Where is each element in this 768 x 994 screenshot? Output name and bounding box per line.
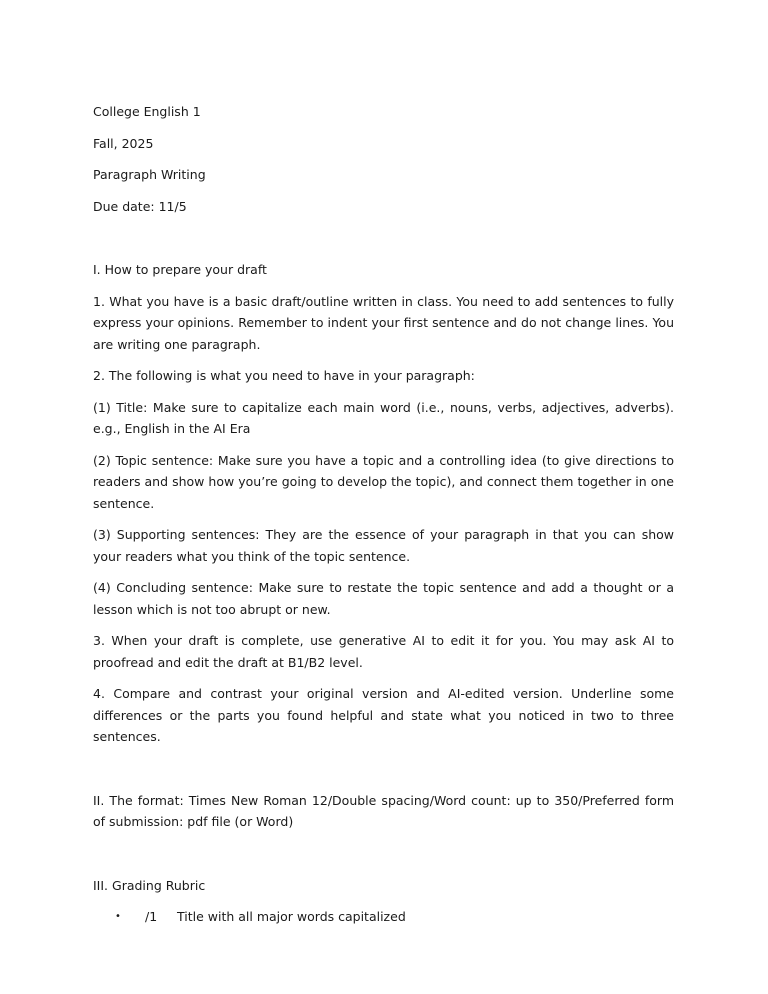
instruction-2: 2. The following is what you need to have in your paragraph: bbox=[93, 368, 475, 383]
instruction-2-4-concluding: (4) Concluding sentence: Make sure to restate the topic sentence and add a thought or a lesson which is not too abrupt or new. bbox=[93, 580, 674, 617]
document-page bbox=[93, 101, 674, 928]
instruction-2-2-topic-sentence: (2) Topic sentence: Make sure you have a topic and a controlling idea (to give directions to readers and show how you’re going to develop the topic), and connect them together in one sentence. bbox=[93, 452, 674, 511]
course-title: College English 1 bbox=[93, 104, 201, 119]
instruction-2-3-supporting: (3) Supporting sentences: They are the essence of your paragraph in that you can show your readers what you think of the topic sentence. bbox=[93, 527, 674, 564]
section-1-heading: I. How to prepare your draft bbox=[93, 262, 267, 277]
instruction-1: 1. What you have is a basic draft/outline written in class. You need to add sentences to fully express your opinions. Remember to indent your first sentence and do not change lines. You are writing one paragraph. bbox=[93, 293, 674, 352]
due-date: Due date: 11/5 bbox=[93, 198, 187, 214]
rubric-item bbox=[93, 906, 674, 928]
instruction-4: 4. Compare and contrast your original version and AI-edited version. Underline some differences or the parts you found helpful and state what you noticed in two to three sentences. bbox=[93, 686, 674, 744]
instruction-3: 3. When your draft is complete, use generative AI to edit it for you. You may ask AI to proofread and edit the draft at B1/B2 level. bbox=[93, 633, 674, 670]
rubric-description: Title with all major words capitalized bbox=[177, 909, 406, 924]
term: Fall, 2025 bbox=[93, 135, 154, 151]
section-3-heading: III. Grading Rubric bbox=[93, 877, 206, 893]
format-requirements: II. The format: Times New Roman 12/Double spacing/Word count: up to 350/Preferred form of submission: pdf file (or Word) bbox=[93, 792, 674, 829]
rubric-score: /1 bbox=[145, 909, 158, 924]
instruction-2-1-title: (1) Title: Make sure to capitalize each main word (i.e., nouns, verbs, adjectives, adverbs). e.g., English in the AI Era bbox=[93, 399, 674, 436]
bullet-icon: • bbox=[115, 911, 121, 922]
assignment-title: Paragraph Writing bbox=[93, 167, 206, 182]
